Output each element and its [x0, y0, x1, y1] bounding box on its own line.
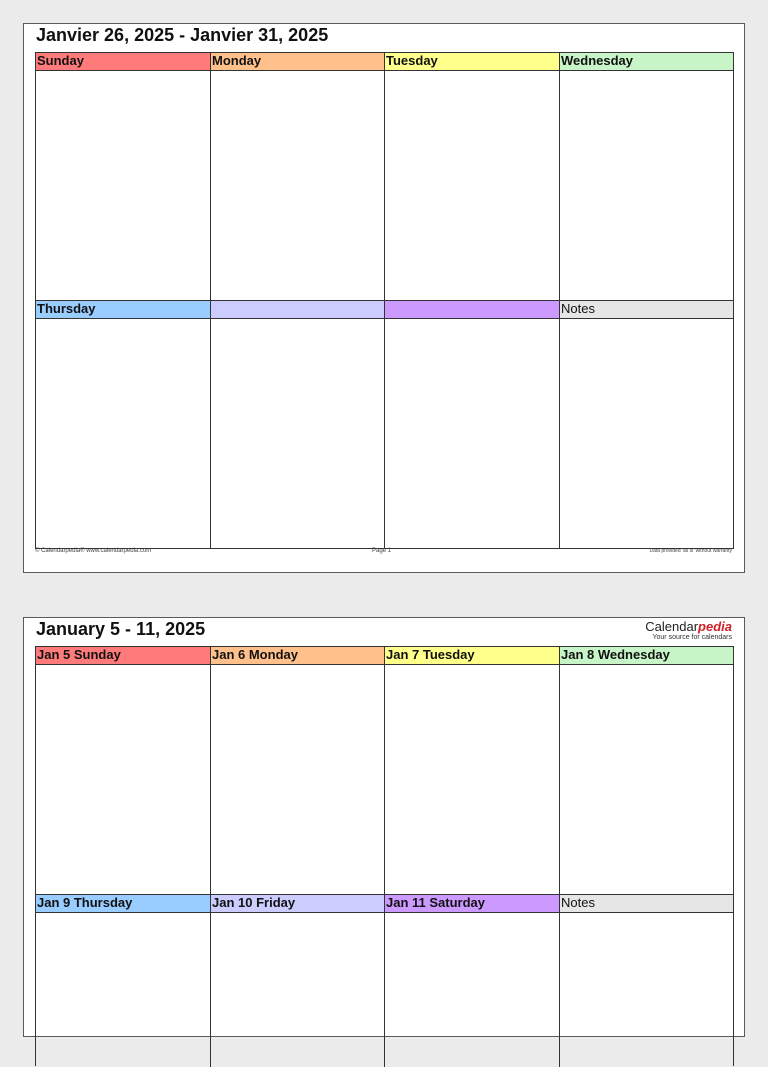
day-header: Monday — [211, 53, 384, 71]
day-cell-monday[interactable] — [211, 647, 385, 895]
day-cell-thursday[interactable] — [36, 301, 211, 548]
day-header: Sunday — [36, 53, 210, 71]
day-cell-thursday[interactable] — [36, 895, 211, 1067]
day-header: Jan 7 Tuesday — [385, 647, 559, 665]
day-cell-monday[interactable] — [211, 53, 385, 301]
week-grid — [35, 52, 734, 549]
disclaimer-footer: Data provided 'as is' without warranty — [649, 548, 732, 554]
day-header: Jan 6 Monday — [211, 647, 384, 665]
notes-header: Notes — [560, 301, 733, 319]
day-cell-saturday[interactable] — [385, 301, 560, 548]
day-header: Jan 9 Thursday — [36, 895, 210, 913]
day-cell-sunday[interactable] — [36, 53, 211, 301]
day-header: Tuesday — [385, 53, 559, 71]
day-header: Jan 10 Friday — [211, 895, 384, 913]
logo-text: Calendar — [645, 619, 699, 634]
day-cell-wednesday[interactable] — [560, 647, 733, 895]
page-title: Janvier 26, 2025 - Janvier 31, 2025 — [36, 25, 329, 45]
calendar-page-2 — [23, 617, 745, 1037]
copyright-footer: © Calendarpedia® www.calendarpedia.com — [35, 548, 152, 554]
notes-cell[interactable] — [560, 895, 733, 1067]
day-cell-sunday[interactable] — [36, 647, 211, 895]
logo-accent-text: pedia — [698, 619, 732, 634]
notes-header: Notes — [560, 895, 733, 913]
day-cell-wednesday[interactable] — [560, 53, 733, 301]
day-cell-friday[interactable] — [211, 301, 385, 548]
day-header — [211, 301, 384, 319]
notes-cell[interactable] — [560, 301, 733, 548]
day-cell-tuesday[interactable] — [385, 53, 560, 301]
day-header: Jan 5 Sunday — [36, 647, 210, 665]
day-header: Jan 8 Wednesday — [560, 647, 733, 665]
day-cell-friday[interactable] — [211, 895, 385, 1067]
logo-tagline: Your source for calendars — [652, 634, 732, 641]
day-header — [385, 301, 559, 319]
day-cell-tuesday[interactable] — [385, 647, 560, 895]
week-grid — [35, 646, 734, 1066]
calendarpedia-logo — [645, 620, 732, 641]
day-header: Wednesday — [560, 53, 733, 71]
page-number: Page 1 — [372, 548, 392, 554]
page-title: January 5 - 11, 2025 — [36, 619, 206, 639]
day-header: Thursday — [36, 301, 210, 319]
calendar-page-1 — [23, 23, 745, 573]
day-header: Jan 11 Saturday — [385, 895, 559, 913]
day-cell-saturday[interactable] — [385, 895, 560, 1067]
